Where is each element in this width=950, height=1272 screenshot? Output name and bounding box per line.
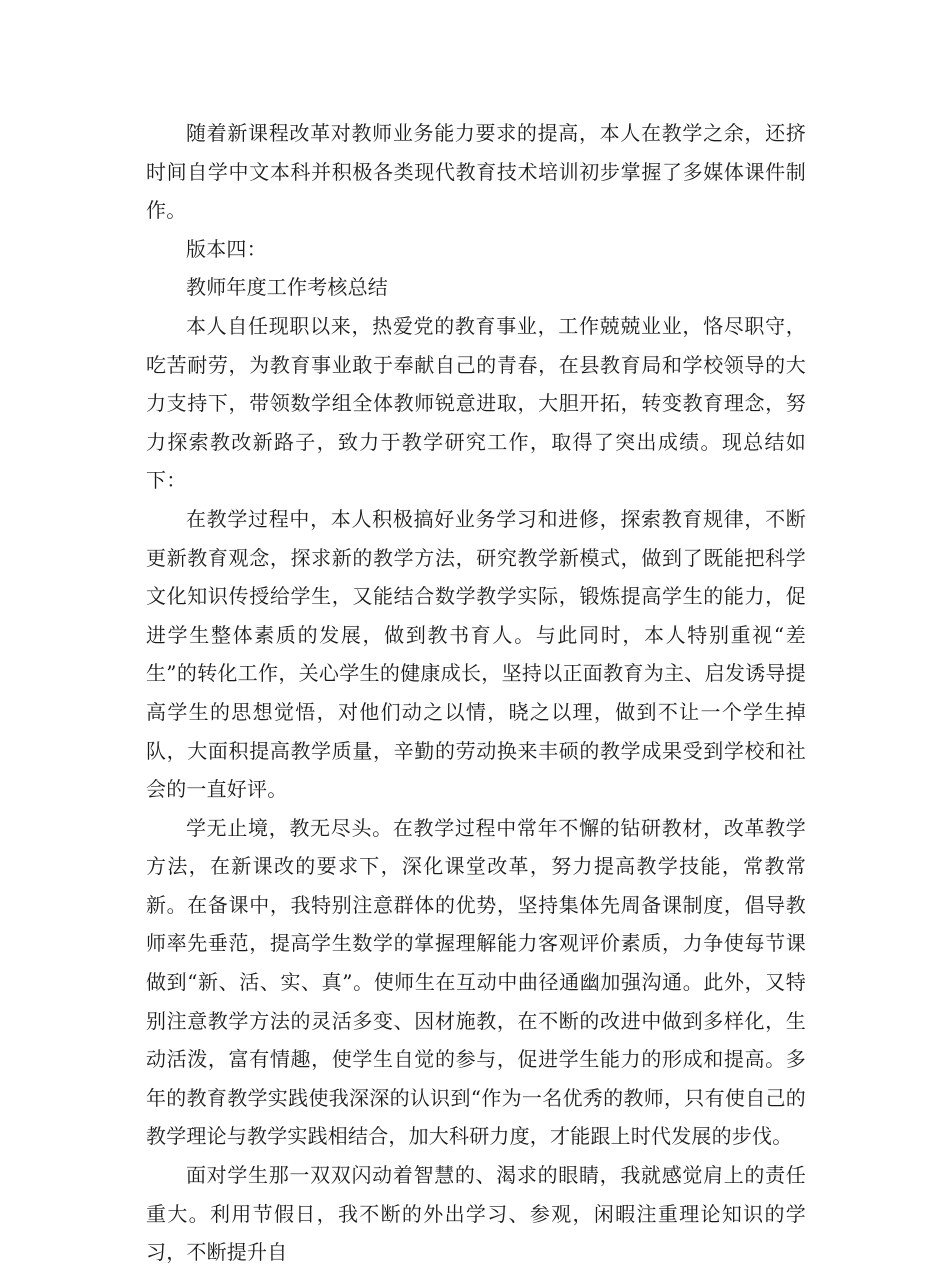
paragraph: 在教学过程中，本人积极搞好业务学习和进修，探索教育规律，不断更新教育观念，探求新的教学方法，研究教学新模式，做到了既能把科学文化知识传授给学生，又能结合数学教学实际，锻炼提高学生的能力，促进学生整体素质的发展，做到教书育人。与此同时，本人特别重视“差生”的转化工作，关心学生的健康成长，坚持以正面教育为主、启发诱导提高学生的思想觉悟，对他们动之以情，晓之以理，做到不让一个学生掉队，大面积提高教学质量，辛勤的劳动换来丰硕的教学成果受到学校和社会的一直好评。 bbox=[146, 506, 806, 802]
paragraph: 学无止境，教无尽头。在教学过程中常年不懈的钻研教材，改革教学方法，在新课改的要求下，深化课堂改革，努力提高教学技能，常教常新。在备课中，我特别注意群体的优势，坚持集体先周备课制度，倡导教师率先垂范，提高学生数学的掌握理解能力客观评价素质，力争使每节课做到“新、活、实、真”。使师生在互动中曲径通幽加强沟通。此外，又特别注意教学方法的灵活多变、因材施教，在不断的改进中做到多样化，生动活泼，富有情趣，使学生自觉的参与，促进学生能力的形成和提高。多年的教育教学实践使我深深的认识到“作为一名优秀的教师，只有使自己的教学理论与教学实践相结合，加大科研力度，才能跟上时代发展的步伐。 bbox=[146, 815, 806, 1149]
document-body bbox=[146, 114, 806, 1272]
section-title: 教师年度工作考核总结 bbox=[186, 275, 388, 300]
version-label: 版本四： bbox=[186, 236, 267, 261]
paragraph: 本人自任现职以来，热爱党的教育事业，工作兢兢业业，恪尽职守，吃苦耐劳，为教育事业敢于奉献自己的青春，在县教育局和学校领导的大力支持下，带领数学组全体教师锐意进取，大胆开拓，转变教育理念，努力探索教改新路子，致力于教学研究工作，取得了突出成绩。现总结如下： bbox=[146, 313, 806, 493]
paragraph: 面对学生那一双双闪动着智慧的、渴求的眼睛，我就感觉肩上的责任重大。利用节假日，我不断的外出学习、参观，闲暇注重理论知识的学习，不断提升自 bbox=[146, 1163, 806, 1265]
paragraph-intro-continuation: 随着新课程改革对教师业务能力要求的提高，本人在教学之余，还挤时间自学中文本科并积极各类现代教育技术培训初步掌握了多媒体课件制作。 bbox=[146, 121, 806, 223]
